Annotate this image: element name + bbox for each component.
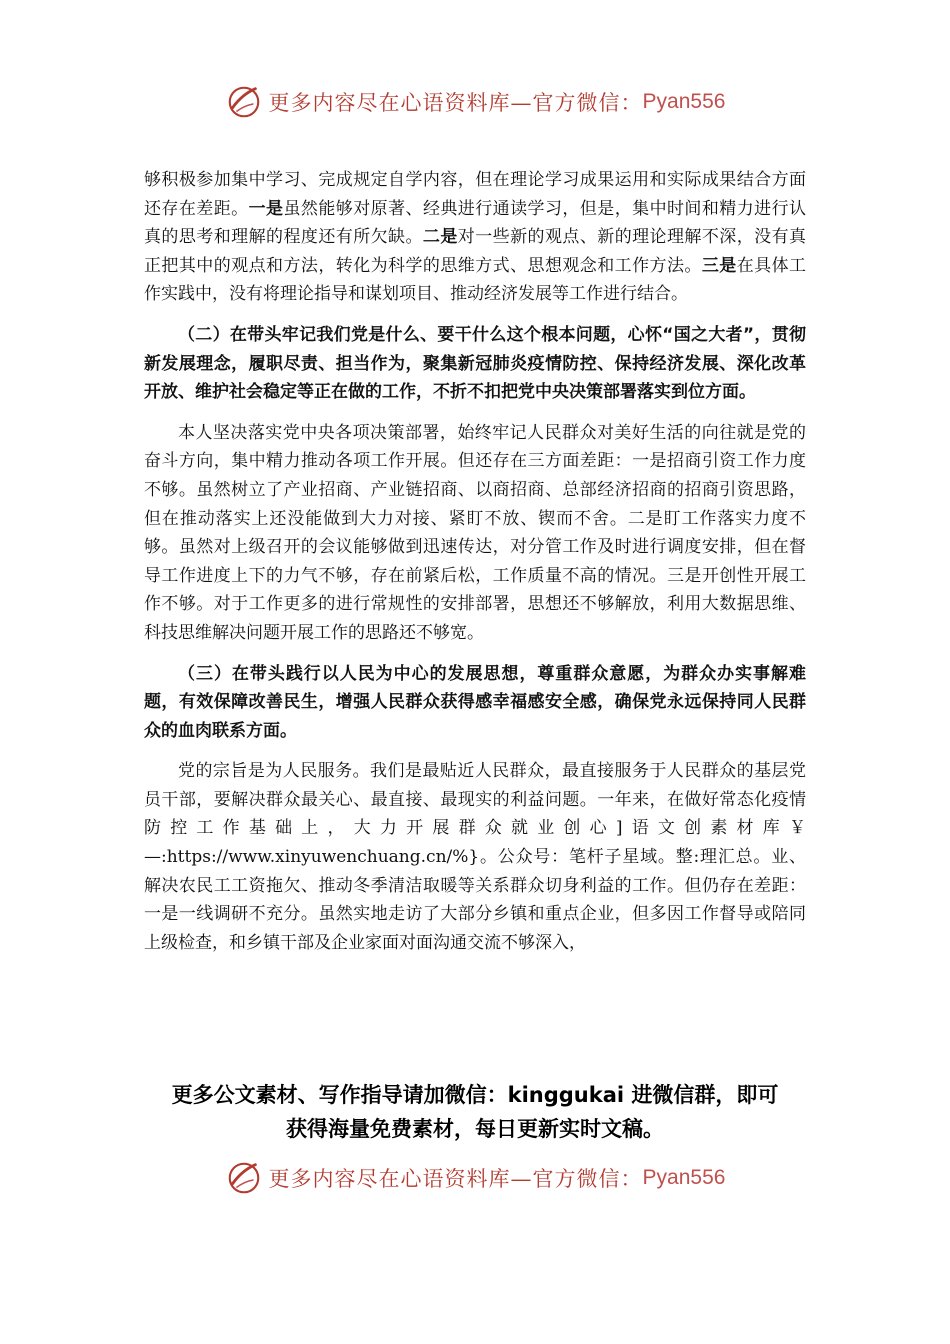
paragraph-1: 够积极参加集中学习、完成规定自学内容，但在理论学习成果运用和实际成果结合方面还存在差距。一是虽然能够对原著、经典进行通读学习，但是，集中时间和精力进行认真的思考和理解的程度还有所欠缺。二是对一些新的观点、新的理论理解不深，没有真正把其中的观点和方法，转化为科学的思维方式、思想观念和工作方法。三是在具体工作实践中，没有将理论指导和谋划项目、推动经济发展等工作进行结合。 xyxy=(144,170,807,305)
header-banner xyxy=(0,80,950,124)
banner-wechat-id: Pyan556 xyxy=(642,90,726,113)
footer-call-to-action xyxy=(100,1078,850,1146)
paragraph-2: 本人坚决落实党中央各项决策部署，始终牢记人民群众对美好生活的向往就是党的奋斗方向，集中精力推动各项工作开展。但还存在三方面差距：一是招商引资工作力度不够。虽然树立了产业招商、产业链招商、以商招商、总部经济招商的招商引资思路，但在推动落实上还没能做到大力对接、紧盯不放、锲而不舍。二是盯工作落实力度不够。虽然对上级召开的会议能够做到迅速传达，对分管工作及时进行调度安排，但在督导工作进度上下的力气不够，存在前紧后松，工作质量不高的情况。三是开创性开展工作不够。对于工作更多的进行常规性的安排部署，思想还不够解放，利用大数据思维、科技思维解决问题开展工作的思路还不够宽。 xyxy=(144,422,806,643)
brush-logo-icon xyxy=(225,83,263,121)
footer-cta-line-1: 更多公文素材、写作指导请加微信：kinggukai 进微信群，即可 xyxy=(171,1083,779,1107)
banner-text: 更多内容尽在心语资料库—官方微信： xyxy=(268,91,643,115)
brush-logo-icon xyxy=(225,1159,263,1197)
section-heading-2: （二）在带头牢记我们党是什么、要干什么这个根本问题，心怀“国之大者”，贯彻新发展理念，履职尽责、担当作为，聚集新冠肺炎疫情防控、保持经济发展、深化改革开放、维护社会稳定等正在做的工作，不折不扣把党中央决策部署落实到位方面。 xyxy=(144,324,806,403)
footer-cta-line-2: 获得海量免费素材，每日更新实时文稿。 xyxy=(286,1117,664,1141)
banner-text: 更多内容尽在心语资料库—官方微信： xyxy=(268,1167,643,1191)
paragraph-3: 党的宗旨是为人民服务。我们是最贴近人民群众，最直接服务于人民群众的基层党员干部，要解决群众最关心、最直接、最现实的利益问题。一年来，在做好常态化疫情防控工作基础上，大力开展群众就业创心]语文创素材库￥—:https://www.xinyuwenchuang.cn/%}。公众号：笔杆子星域。整:理汇总。业、解决农民工工资拖欠、推动冬季清洁取暖等关系群众切身利益的工作。但仍存在差距：一是一线调研不充分。虽然实地走访了大部分乡镇和重点企业，但多因工作督导或陪同上级检查，和乡镇干部及企业家面对面沟通交流不够深入， xyxy=(144,761,806,953)
section-heading-3: （三）在带头践行以人民为中心的发展思想，尊重群众意愿，为群众办实事解难题，有效保障改善民生，增强人民群众获得感幸福感安全感，确保党永远保持同人民群众的血肉联系方面。 xyxy=(144,663,806,741)
footer-banner xyxy=(0,1156,950,1200)
document-body xyxy=(144,166,806,957)
banner-wechat-id: Pyan556 xyxy=(642,1166,726,1189)
